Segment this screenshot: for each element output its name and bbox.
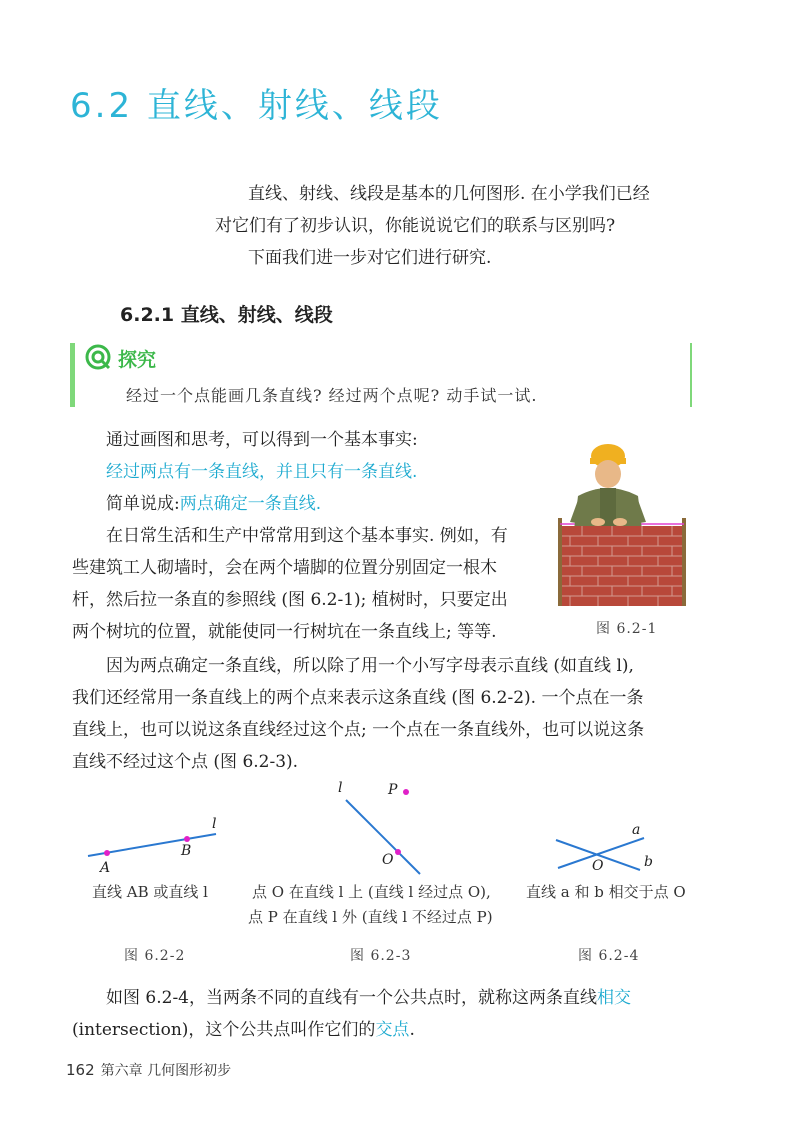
figure-6-2-2-caption: 图 6.2-2 — [124, 948, 186, 964]
figure-6-2-4-text: 直线 a 和 b 相交于点 O — [526, 883, 686, 901]
label-l: l — [338, 780, 343, 796]
intro-line-3: 下面我们进一步对它们进行研究. — [248, 248, 492, 268]
paragraph-3-line-4: 直线不经过这个点 (图 6.2-3). — [72, 752, 299, 772]
label-b: b — [644, 854, 653, 870]
paragraph-4-l2-suffix: . — [409, 1020, 415, 1040]
paragraph-1: 通过画图和思考，可以得到一个基本事实: — [106, 430, 418, 450]
paragraph-2-line-3: 杆，然后拉一条直的参照线 (图 6.2-1); 植树时，只要定出 — [72, 590, 508, 610]
basic-fact: 经过两点有一条直线，并且只有一条直线. — [106, 462, 418, 482]
paragraph-4-prefix: 如图 6.2-4，当两条不同的直线有一个公共点时，就称这两条直线 — [106, 988, 597, 1008]
label-B: B — [181, 843, 192, 859]
figure-6-2-2 — [80, 812, 240, 882]
figure-6-2-3-text-1: 点 O 在直线 l 上 (直线 l 经过点 O), — [252, 883, 491, 901]
figure-6-2-3-text-2: 点 P 在直线 l 外 (直线 l 不经过点 P) — [248, 908, 493, 926]
point-O — [395, 849, 401, 855]
explore-icon — [84, 343, 112, 375]
label-a: a — [632, 822, 641, 838]
label-l: l — [212, 816, 217, 832]
explore-label: 探究 — [118, 349, 157, 371]
paragraph-4-line-1 — [106, 982, 631, 1014]
section-title: 6.2 直线、射线、线段 — [70, 86, 443, 126]
paragraph-4-l2-prefix: (intersection)，这个公共点叫作它们的 — [72, 1020, 376, 1040]
term-intersection-point: 交点 — [375, 1020, 410, 1040]
paragraph-3-line-2: 我们还经常用一条直线上的两个点来表示这条直线 (图 6.2-2). 一个点在一条 — [72, 688, 644, 708]
point-A — [104, 850, 110, 856]
simple-highlight: 两点确定一条直线. — [179, 494, 322, 514]
paragraph-4-line-2 — [72, 1014, 415, 1046]
point-B — [184, 836, 190, 842]
label-O: O — [382, 852, 394, 868]
page-footer — [66, 1060, 231, 1080]
explore-box — [70, 343, 692, 407]
paragraph-2-line-2: 些建筑工人砌墙时，会在两个墙脚的位置分别固定一根木 — [72, 558, 497, 578]
page-number: 162 — [66, 1061, 95, 1079]
explore-bar-right — [690, 343, 692, 407]
intro-line-1: 直线、射线、线段是基本的几何图形. 在小学我们已经 — [248, 184, 650, 204]
term-intersect: 相交 — [597, 988, 631, 1008]
paragraph-3-line-3: 直线上，也可以说这条直线经过这个点; 一个点在一条直线外，也可以说这条 — [72, 720, 645, 740]
figure-6-2-4 — [548, 818, 668, 884]
point-P — [403, 789, 409, 795]
paragraph-3-line-1: 因为两点确定一条直线，所以除了用一个小写字母表示直线 (如直线 l), — [106, 656, 634, 676]
simple-statement — [106, 488, 321, 520]
label-O: O — [592, 858, 604, 874]
subsection-title: 6.2.1 直线、射线、线段 — [120, 304, 333, 326]
label-P: P — [388, 782, 398, 798]
figure-6-2-3-caption: 图 6.2-3 — [350, 948, 412, 964]
explore-text: 经过一个点能画几条直线? 经过两个点呢? 动手试一试. — [126, 386, 538, 405]
paragraph-2-line-1: 在日常生活和生产中常常用到这个基本事实. 例如，有 — [106, 526, 508, 546]
intro-line-2: 对它们有了初步认识，你能说说它们的联系与区别吗? — [215, 216, 616, 236]
paragraph-2-line-4: 两个树坑的位置，就能使同一行树坑在一条直线上; 等等. — [72, 622, 497, 642]
chapter-title: 第六章 几何图形初步 — [100, 1063, 232, 1079]
explore-bar-left — [70, 343, 75, 407]
figure-6-2-4-caption: 图 6.2-4 — [578, 948, 640, 964]
simple-prefix: 简单说成: — [106, 494, 180, 514]
figure-6-2-1-caption: 图 6.2-1 — [596, 621, 658, 637]
figure-6-2-2-text: 直线 AB 或直线 l — [92, 883, 208, 901]
label-A: A — [100, 860, 111, 876]
worker-illustration — [556, 440, 696, 614]
figure-6-2-3 — [326, 776, 436, 884]
